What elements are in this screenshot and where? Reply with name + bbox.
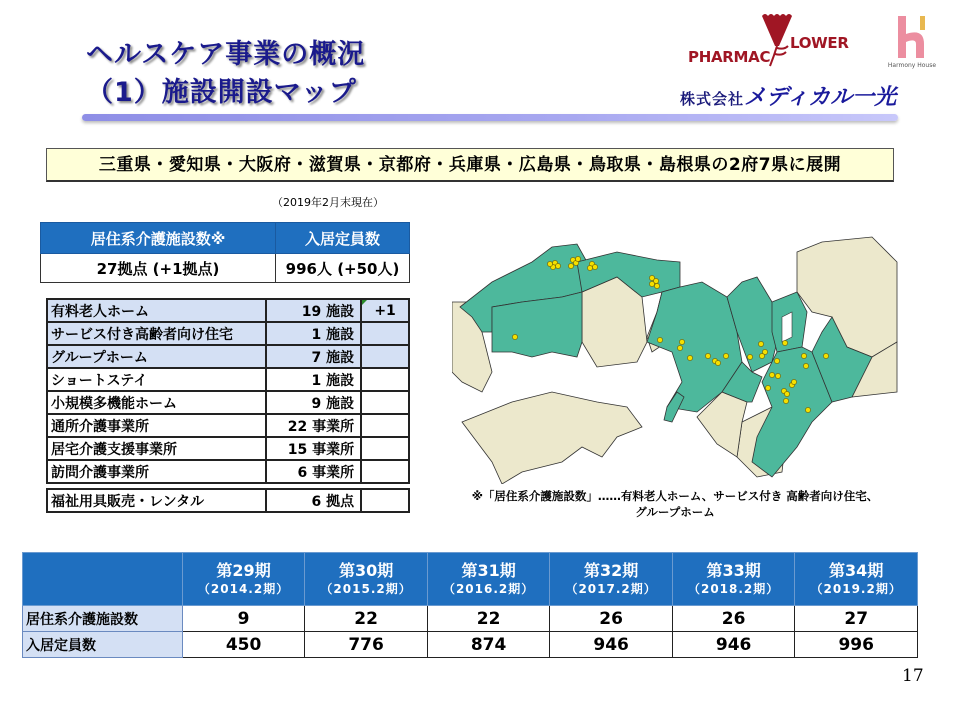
logo-area (680, 12, 950, 110)
history-cell: 450 (182, 632, 305, 658)
fiscal-year-label: （2019.2期） (810, 582, 902, 596)
company-name: メディカル一光 (744, 85, 897, 110)
history-cell: 874 (427, 632, 550, 658)
history-cell: 26 (550, 606, 673, 632)
history-table (22, 552, 918, 658)
summary-header-facilities: 居住系介護施設数※ (41, 223, 276, 254)
title-underline (82, 114, 898, 121)
history-row-facilities (23, 606, 918, 632)
as-of-date: （2019年2月末現在） (272, 196, 384, 209)
facility-diff (361, 299, 409, 322)
history-period-header (672, 553, 795, 606)
page-number: 17 (902, 666, 924, 686)
facility-row (47, 345, 409, 368)
facility-count: 1 施設 (266, 368, 362, 391)
pharmacy-flower-text-right: LOWER (790, 34, 849, 52)
fiscal-year-label: （2017.2期） (565, 582, 657, 596)
facility-diff (361, 368, 409, 391)
facility-name: グループホーム (47, 345, 266, 368)
harmony-house-h-icon (880, 14, 944, 62)
facility-count: 22 事業所 (266, 414, 362, 437)
history-period-header (305, 553, 428, 606)
facility-name: 福祉用具販売・レンタル (47, 489, 266, 512)
facility-diff-value: +1 (374, 302, 396, 319)
history-cell: 996 (795, 632, 918, 658)
row-label: 居住系介護施設数 (23, 606, 183, 632)
footnote-line-2: グループホーム (635, 505, 715, 519)
facility-row (47, 489, 409, 512)
history-corner (23, 553, 183, 606)
lake-biwa (782, 312, 792, 342)
footnote (428, 488, 922, 520)
facility-row (47, 391, 409, 414)
facility-count: 15 事業所 (266, 437, 362, 460)
period-label: 第29期 (216, 561, 271, 580)
history-cell: 946 (672, 632, 795, 658)
facility-name: 通所介護事業所 (47, 414, 266, 437)
period-label: 第32期 (583, 561, 639, 580)
facility-count: 7 施設 (266, 345, 362, 368)
facility-diff (361, 460, 409, 483)
history-cell: 27 (795, 606, 918, 632)
footnote-line-1: ※「居住系介護施設数」……有料老人ホーム、サービス付き 高齢者向け住宅、 (471, 489, 879, 503)
summary-value-capacity: 996人 (+50人) (276, 254, 410, 283)
summary-value-facilities: 27拠点 (+1拠点) (41, 254, 276, 283)
period-label: 第31期 (461, 561, 516, 580)
fiscal-year-label: （2016.2期） (442, 582, 535, 596)
flower-icon (760, 12, 794, 68)
facility-diff (361, 489, 409, 512)
company-prefix: 株式会社 (680, 90, 745, 108)
facility-diff (361, 322, 409, 345)
fiscal-year-label: （2014.2期） (197, 582, 290, 596)
facility-map (452, 222, 918, 484)
region-banner: 三重県・愛知県・大阪府・滋賀県・京都府・兵庫県・広島県・鳥取県・島根県の2府7県に展開 (46, 148, 894, 182)
pharmacy-flower-logo (688, 12, 858, 74)
facility-row (47, 414, 409, 437)
period-label: 第30期 (338, 561, 394, 580)
facility-row (47, 299, 409, 322)
facility-row (47, 322, 409, 345)
facility-row (47, 460, 409, 483)
harmony-house-logo (880, 14, 944, 74)
comment-marker-icon (362, 300, 367, 305)
page-title (86, 36, 365, 112)
facility-name: 有料老人ホーム (47, 299, 266, 322)
period-label: 第34期 (829, 561, 884, 580)
history-period-header (795, 553, 918, 606)
facility-name: 小規模多機能ホーム (47, 391, 266, 414)
title-line-2: （1）施設開設マップ (86, 77, 357, 108)
history-cell: 9 (182, 606, 305, 632)
facility-row (47, 368, 409, 391)
facility-name: サービス付き高齢者向け住宅 (47, 322, 266, 345)
history-cell: 946 (550, 632, 673, 658)
fiscal-year-label: （2018.2期） (687, 582, 780, 596)
period-label: 第33期 (706, 561, 761, 580)
history-period-header (550, 553, 673, 606)
facility-name: ショートステイ (47, 368, 266, 391)
history-cell: 22 (305, 606, 428, 632)
facility-name: 訪問介護事業所 (47, 460, 266, 483)
history-period-header (427, 553, 550, 606)
row-label: 入居定員数 (23, 632, 183, 658)
fiscal-year-label: （2015.2期） (320, 582, 412, 596)
facility-breakdown-table (46, 298, 410, 513)
history-row-capacity (23, 632, 918, 658)
company-logo (680, 80, 896, 111)
facility-count: 9 施設 (266, 391, 362, 414)
pharmacy-flower-text-left: PHARMAC (688, 48, 771, 66)
history-period-header (182, 553, 305, 606)
history-cell: 776 (305, 632, 428, 658)
facility-count: 19 施設 (266, 299, 362, 322)
summary-header-capacity: 入居定員数 (276, 223, 410, 254)
facility-count: 1 施設 (266, 322, 362, 345)
harmony-house-label: Harmony House (887, 62, 937, 69)
title-line-1: ヘルスケア事業の概況 (86, 39, 366, 70)
facility-diff (361, 345, 409, 368)
facility-count: 6 事業所 (266, 460, 362, 483)
history-cell: 26 (672, 606, 795, 632)
summary-table (40, 222, 410, 283)
facility-row (47, 437, 409, 460)
facility-count: 6 拠点 (266, 489, 362, 512)
facility-name: 居宅介護支援事業所 (47, 437, 266, 460)
facility-diff (361, 414, 409, 437)
history-cell: 22 (427, 606, 550, 632)
facility-diff (361, 391, 409, 414)
facility-diff (361, 437, 409, 460)
